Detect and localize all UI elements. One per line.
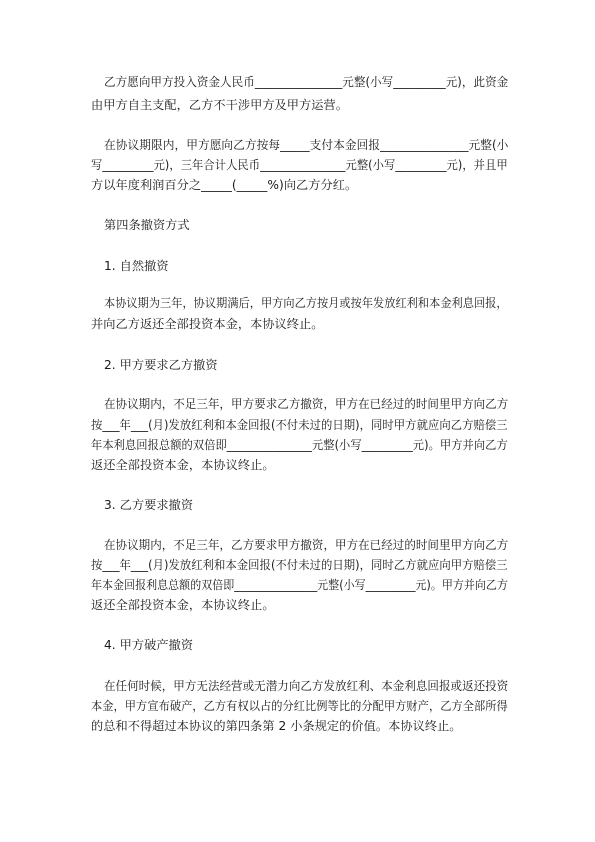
text-line: 返还全部投资本金，本协议终止。: [91, 598, 275, 612]
text-line: 在任何时候，甲方无法经营或无潜力向乙方发放红利、本金利息回报或返还投资: [104, 679, 509, 693]
text-line: 按___年___(月)发放红利和本金回报(不付未过的日期)，同时乙方就应向甲方赔偿三: [91, 558, 508, 572]
text-line: 年本利息回报总额的双倍即_______________元整(小写_________元)。甲方并向乙方: [91, 438, 508, 452]
text-line: 乙方愿向甲方投入资金人民币_______________元整(小写_________元)，此资金: [104, 75, 509, 89]
text-line: 在协议期内，不足三年，甲方要求乙方撤资，甲方在已经过的时间里甲方向乙方: [104, 397, 509, 411]
text-line: 在协议期内，不足三年，乙方要求甲方撤资，甲方在已经过的时间里甲方向乙方: [104, 538, 509, 552]
section-heading: 1. 自然撤资: [104, 259, 169, 273]
text-line: 并向乙方返还全部投资本金，本协议终止。: [91, 317, 324, 331]
article-heading: 第四条撤资方式: [104, 218, 190, 232]
section-heading: 3. 乙方要求撤资: [104, 498, 194, 512]
text-line: 按___年___(月)发放红利和本金回报(不付未过的日期)，同时甲方就应向乙方赔偿三: [91, 418, 508, 432]
text-line: 写_________元)，三年合计人民币_______________元整(小写_________元)，并且甲: [91, 158, 508, 172]
section-heading: 4. 甲方破产撤资: [104, 638, 194, 652]
text-line: 年本金回报利息总额的双倍即_______________元整(小写_________元)。甲方并向乙方: [91, 578, 508, 592]
text-line: 在协议期限内，甲方愿向乙方按每_____支付本金回报_______________元整(小: [104, 138, 509, 152]
text-line: 由甲方自主支配，乙方不干涉甲方及甲方运营。: [91, 98, 348, 112]
section-heading: 2. 甲方要求乙方撤资: [104, 358, 218, 372]
text-line: 返还全部投资本金，本协议终止。: [91, 458, 275, 472]
text-line: 方以年度利润百分之_____(_____%)向乙方分红。: [91, 178, 358, 192]
text-line: 本协议期为三年，协议期满后，甲方向乙方按月或按年发放红利和本金利息回报，: [104, 296, 508, 310]
text-line: 本金，甲方宣布破产，乙方有权以占的分红比例等比的分配甲方财产，乙方全部所得: [91, 699, 508, 713]
text-line: 的总和不得超过本协议的第四条第 2 小条规定的价值。本协议终止。: [91, 719, 462, 733]
